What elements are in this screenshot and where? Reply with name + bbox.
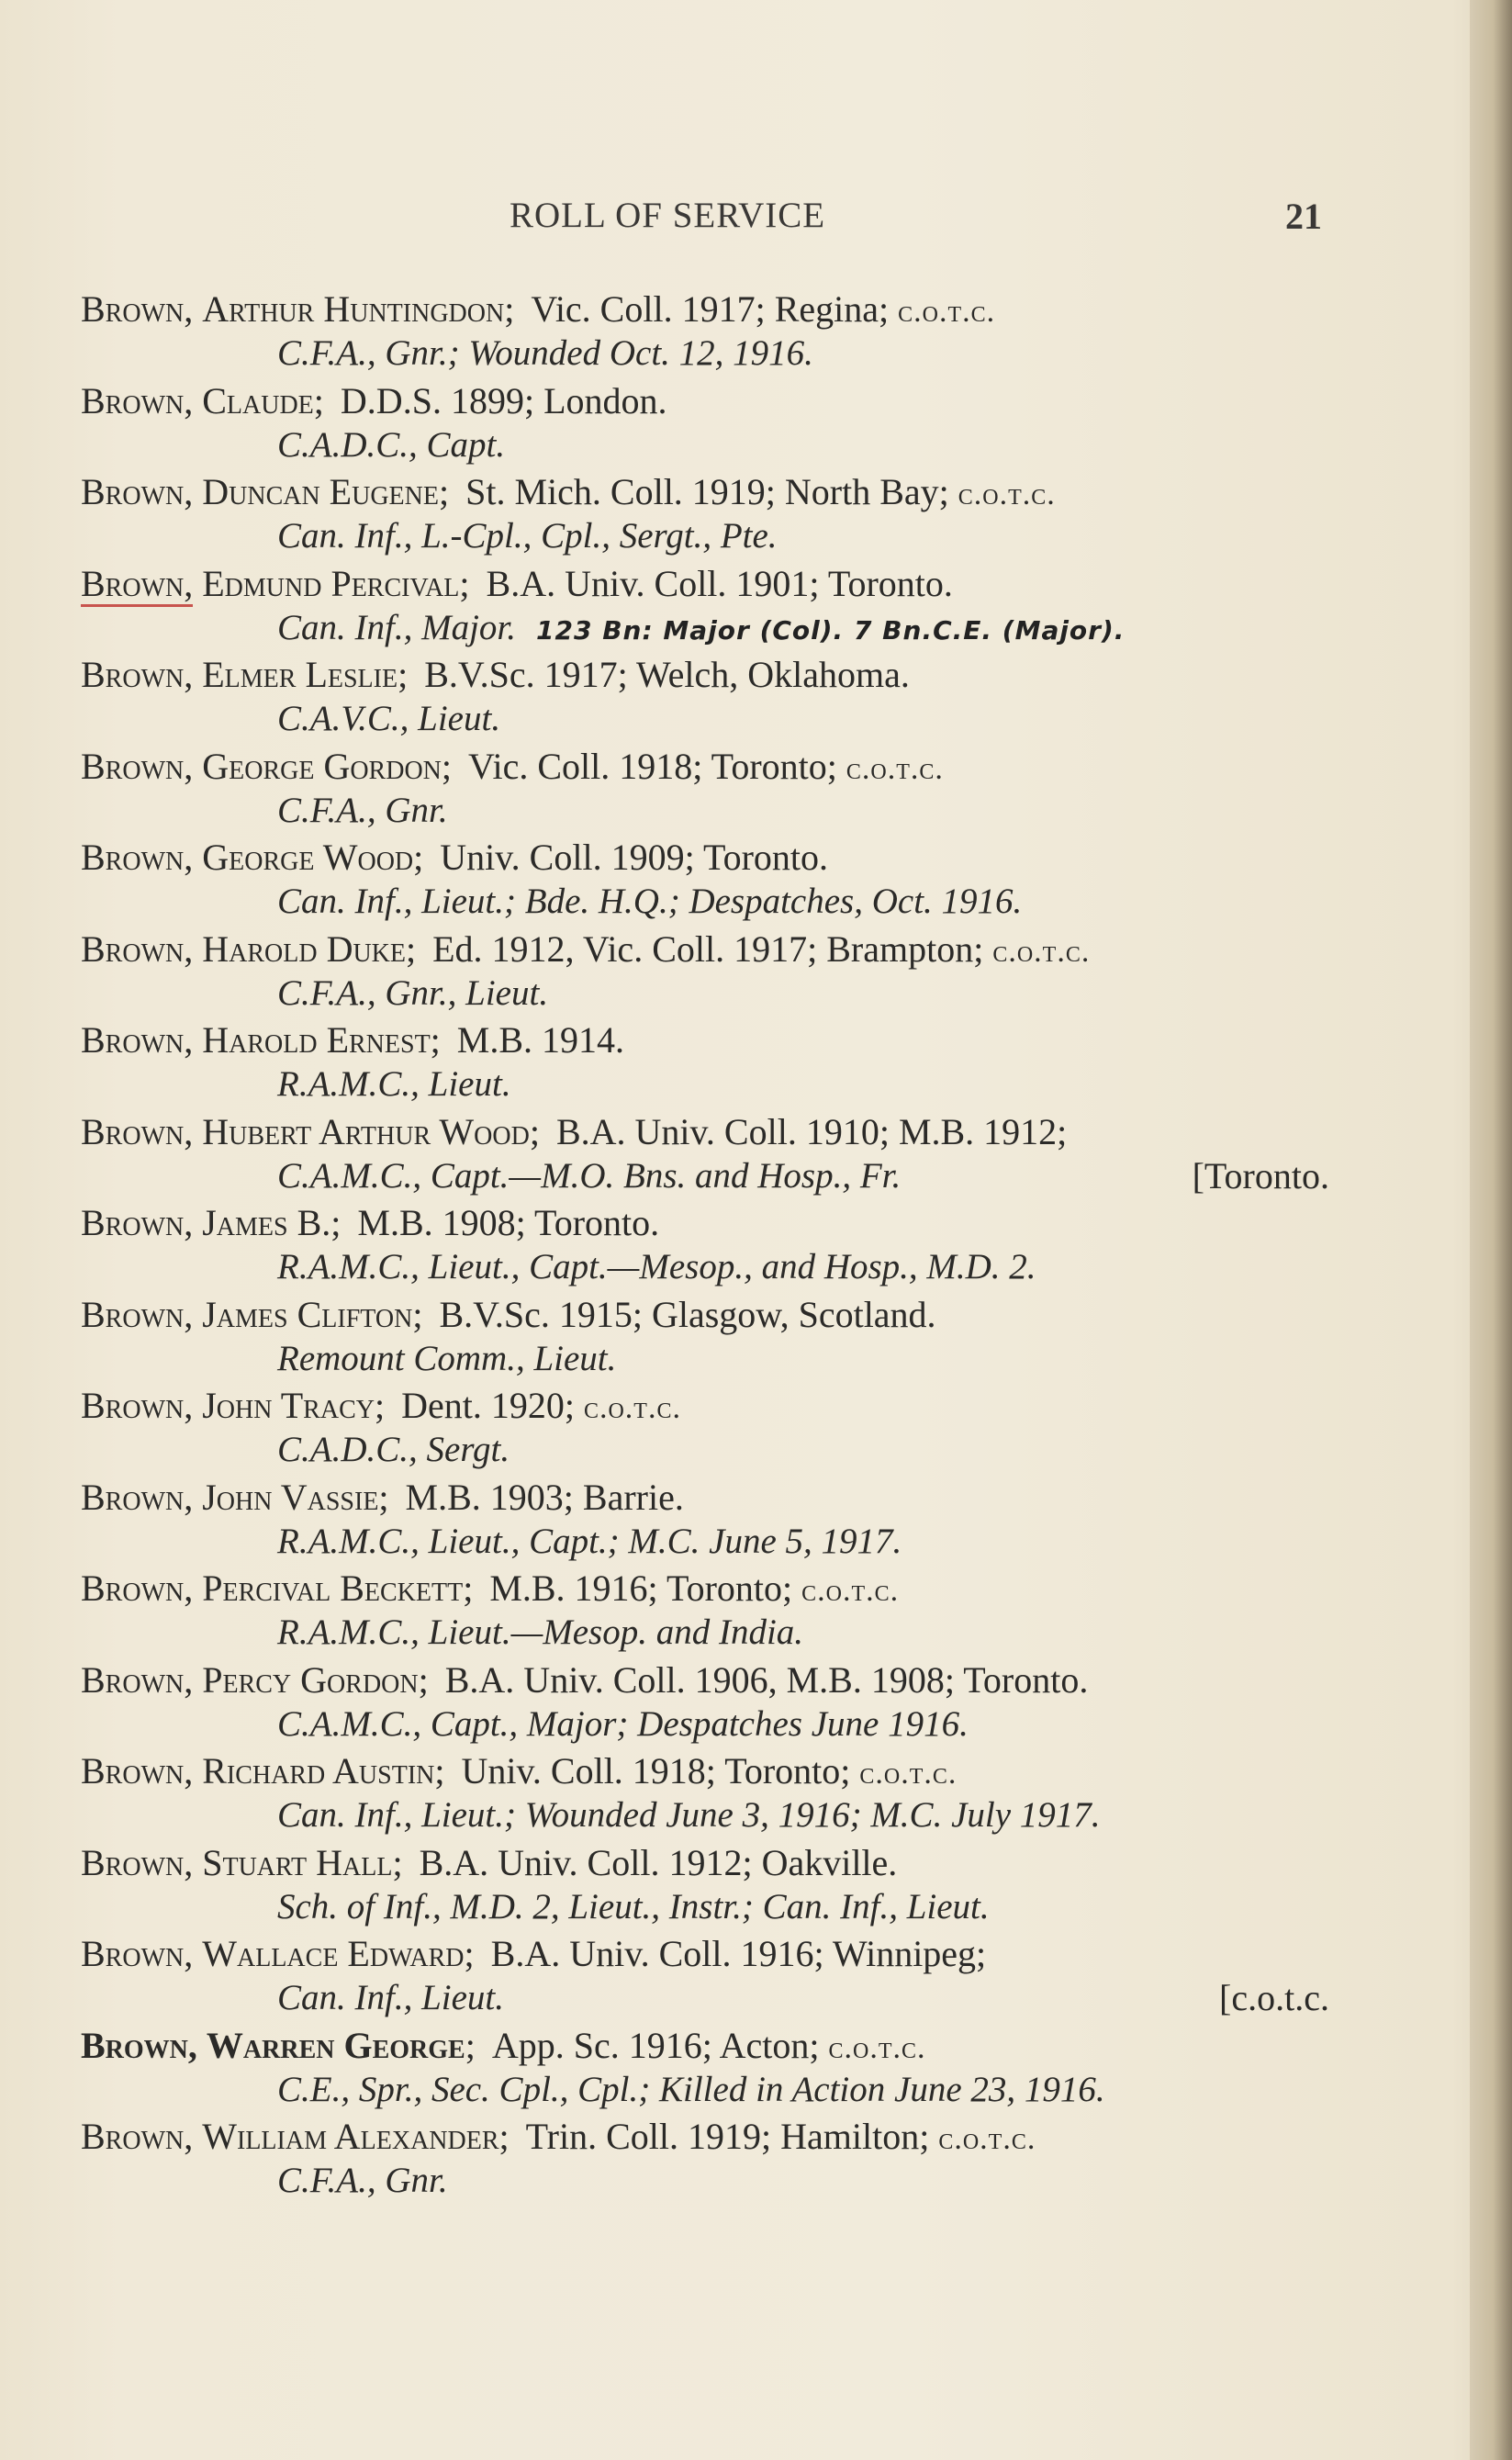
entry-line-main [81, 744, 944, 792]
entry-line-service [277, 1336, 616, 1382]
entry-surname: Brown, [81, 2024, 197, 2066]
entry-surname: Brown, [81, 1110, 194, 1152]
entry-service: Can. Inf., L.-Cpl., Cpl., Sergt., Pte. [277, 516, 778, 556]
entry-hometown: Barrie. [582, 1476, 684, 1518]
entry-degree-college: Vic. Coll. 1918; [468, 745, 703, 787]
separator: ; [406, 927, 417, 970]
entry-service: R.A.M.C., Lieut., Capt.—Mesop., and Hosp., M.D. 2. [277, 1247, 1036, 1286]
entry-given-names: Elmer Leslie [202, 654, 398, 695]
roll-entry [81, 1017, 1329, 1109]
entry-given-names: Percy Gordon [202, 1658, 419, 1701]
entry-surname: Brown, [81, 745, 194, 787]
separator: ; [465, 2024, 476, 2066]
roll-entry [81, 1657, 1329, 1749]
entry-given-names: Arthur Huntingdon [202, 288, 505, 330]
entry-service: R.A.M.C., Lieut.—Mesop. and India. [277, 1612, 804, 1652]
entry-service: Sch. of Inf., M.D. 2, Lieut., Instr.; Can. Inf., Lieut. [277, 1886, 990, 1926]
entry-line-service [277, 2158, 448, 2204]
entry-overflow: [c.o.t.c. [1219, 1977, 1329, 2018]
entry-surname: Brown, [81, 471, 194, 512]
separator: ; [504, 288, 515, 330]
entry-service: Remount Comm., Lieut. [277, 1338, 617, 1378]
entry-hometown: North Bay; [784, 471, 949, 512]
entry-degree-college: B.V.Sc. 1915; [439, 1293, 643, 1335]
separator: ; [398, 654, 409, 695]
entry-degree-college: B.A. Univ. Coll. 1912; [419, 1841, 753, 1883]
entry-surname: Brown, [81, 2116, 194, 2157]
entry-hometown: Brampton; [826, 927, 984, 970]
entry-service: C.A.V.C., Lieut. [277, 699, 501, 738]
entry-surname: Brown, [81, 837, 194, 878]
entry-service: Can. Inf., Lieut. [277, 1978, 505, 2017]
entry-service: C.F.A., Gnr.; Wounded Oct. 12, 1916. [277, 333, 813, 373]
page-edge [1470, 0, 1512, 2460]
roll-entry [81, 1292, 1329, 1384]
entry-surname: Brown, [81, 1202, 194, 1243]
entry-hometown: Toronto; [711, 745, 837, 787]
entry-surname: Brown, [81, 1750, 194, 1792]
roll-entry [81, 1383, 1329, 1475]
entry-given-names: James Clifton [202, 1293, 413, 1335]
entry-line-service [277, 1062, 511, 1107]
roll-entry [81, 1748, 1329, 1840]
entry-service: C.F.A., Gnr., Lieut. [277, 972, 549, 1013]
entry-hometown: Toronto. [827, 562, 953, 604]
entry-cotc: c.o.t.c. [898, 295, 996, 329]
entry-service: C.F.A., Gnr. [277, 2161, 448, 2200]
entry-line-main [81, 1200, 659, 1246]
entry-line-service [277, 2067, 1105, 2113]
roll-entry [81, 2023, 1329, 2115]
entry-surname: Brown, [81, 927, 194, 970]
roll-entry [81, 1109, 1329, 1201]
entry-service: C.A.M.C., Capt., Major; Despatches June 1916. [277, 1703, 969, 1744]
entry-degree-college: Univ. Coll. 1918; [461, 1750, 716, 1792]
entry-cotc: c.o.t.c. [938, 2122, 1036, 2156]
entry-line-main [81, 378, 667, 424]
entry-line-main [81, 1109, 1067, 1155]
entry-line-service [277, 1975, 504, 2021]
separator: ; [430, 1019, 441, 1061]
entry-line-main [81, 1748, 957, 1797]
entry-line-service [277, 1427, 510, 1473]
entry-degree-college: Dent. 1920; [401, 1385, 575, 1426]
entry-degree-college: B.A. Univ. Coll. 1901; [486, 562, 820, 604]
entry-cotc: c.o.t.c. [846, 751, 944, 786]
entry-hometown: Toronto; [666, 1567, 793, 1609]
separator: ; [438, 471, 450, 512]
entry-line-service [277, 879, 1022, 925]
entry-line-main [81, 835, 828, 881]
entry-line-service [277, 1244, 1036, 1290]
entry-line-service [277, 513, 778, 559]
separator: ; [464, 1933, 475, 1974]
separator: ; [412, 1293, 423, 1335]
entry-service: Can. Inf., Lieut.; Wounded June 3, 1916; M.C. July 1917. [277, 1795, 1101, 1835]
entry-degree-college: Univ. Coll. 1909; [440, 837, 695, 878]
entry-given-names: Percival Beckett [202, 1567, 464, 1609]
entry-cotc: c.o.t.c. [828, 2030, 926, 2065]
entry-line-main [81, 469, 1056, 518]
entry-hometown: Oakville. [761, 1841, 898, 1883]
entry-line-service [277, 696, 500, 742]
entry-cotc: c.o.t.c. [958, 477, 1056, 511]
separator: ; [374, 1385, 386, 1426]
entry-degree-college: D.D.S. 1899; [340, 379, 535, 421]
entry-service: C.A.D.C., Capt. [277, 424, 506, 465]
entry-degree-college: B.A. Univ. Coll. 1916; [490, 1933, 824, 1974]
entry-degree-college: B.A. Univ. Coll. 1910; [555, 1110, 890, 1152]
entry-surname: Brown, [81, 379, 194, 421]
separator: ; [392, 1841, 403, 1883]
entry-service: C.A.D.C., Sergt. [277, 1430, 510, 1469]
page-header [0, 195, 1512, 250]
entry-line-service [277, 1519, 902, 1565]
separator: ; [498, 2116, 510, 2157]
entry-service: Can. Inf., Major. [277, 607, 517, 647]
entry-cotc: c.o.t.c. [583, 1391, 681, 1425]
entry-line-main [81, 652, 910, 698]
roll-entry [81, 744, 1329, 836]
roll-entry [81, 652, 1329, 744]
entry-line-service [277, 1792, 1101, 1838]
entry-line-service [277, 1153, 901, 1199]
entry-given-names: Harold Ernest [202, 1019, 431, 1061]
entry-line-service [277, 788, 448, 834]
entry-hometown: Regina; [774, 288, 890, 330]
entry-hometown: Toronto. [963, 1658, 1089, 1701]
separator: ; [330, 1202, 342, 1243]
roll-entry [81, 1566, 1329, 1657]
entry-line-main [81, 927, 1090, 975]
entry-hometown: London. [543, 379, 667, 421]
entry-surname: Brown, [81, 1293, 194, 1335]
roll-entry [81, 1475, 1329, 1567]
entry-hometown: Toronto. [534, 1202, 660, 1243]
entry-surname: Brown, [81, 1841, 194, 1883]
separator: ; [418, 1658, 429, 1701]
entry-line-main [81, 2023, 926, 2072]
running-title: ROLL OF SERVICE [510, 196, 826, 235]
entry-service: C.A.M.C., Capt.—M.O. Bns. and Hosp., Fr. [277, 1155, 902, 1196]
entry-degree-college: St. Mich. Coll. 1919; [465, 471, 776, 512]
entry-given-names: John Tracy [202, 1385, 375, 1426]
entry-surname: Brown, [81, 1658, 194, 1701]
entry-cotc: c.o.t.c. [859, 1757, 958, 1791]
entry-hometown: Toronto; [724, 1750, 851, 1792]
roll-entry [81, 2114, 1329, 2206]
entry-line-service [277, 1884, 990, 1930]
entry-service: R.A.M.C., Lieut., Capt.; M.C. June 5, 1917. [277, 1521, 902, 1561]
entry-given-names: John Vassie [202, 1476, 379, 1518]
entry-line-service [277, 605, 1125, 654]
roll-entry [81, 286, 1329, 378]
separator: ; [434, 1750, 445, 1792]
entry-hometown: Acton; [719, 2024, 820, 2066]
entry-line-service [277, 1702, 969, 1747]
entry-line-main [81, 1383, 681, 1432]
entry-line-main [81, 1840, 897, 1886]
entry-degree-college: Ed. 1912, Vic. Coll. 1917; [432, 927, 818, 970]
entry-degree-college: M.B. 1903; [405, 1476, 574, 1518]
entry-overflow: [Toronto. [1192, 1154, 1329, 1196]
entry-surname: Brown, [81, 1476, 194, 1518]
entry-given-names: William Alexander [202, 2116, 499, 2157]
entry-service: R.A.M.C., Lieut. [277, 1064, 511, 1104]
entry-surname: Brown, [81, 1385, 194, 1426]
entry-given-names: Harold Duke [202, 927, 406, 970]
roll-entry [81, 1840, 1329, 1932]
entry-surname: Brown, [81, 654, 194, 695]
entry-line-service [277, 422, 505, 468]
entry-degree-college: Trin. Coll. 1919; [525, 2116, 772, 2157]
entry-hometown: Hamilton; [780, 2116, 930, 2157]
entry-given-names: James B. [202, 1202, 331, 1243]
entry-line-service [277, 331, 813, 376]
entry-hometown: M.B. 1912; [898, 1110, 1068, 1152]
separator: ; [463, 1567, 474, 1609]
entry-service: Can. Inf., Lieut.; Bde. H.Q.; Despatches, Oct. 1916. [277, 882, 1023, 921]
entry-line-main [81, 1657, 1088, 1703]
entry-given-names: Stuart Hall [202, 1841, 393, 1883]
roll-entry [81, 561, 1329, 653]
entry-hometown: Toronto. [702, 837, 829, 878]
roll-entry [81, 378, 1329, 470]
separator: ; [441, 745, 453, 787]
entry-service: C.E., Spr., Sec. Cpl., Cpl.; Killed in Action June 23, 1916. [277, 2069, 1105, 2109]
entry-hometown: Winnipeg; [832, 1933, 987, 1974]
entry-degree-college: B.A. Univ. Coll. 1906, M.B. 1908; [444, 1658, 955, 1701]
entry-given-names: Richard Austin [202, 1750, 435, 1792]
entry-line-main [81, 1566, 899, 1614]
entry-cotc: c.o.t.c. [801, 1574, 900, 1608]
entry-surname: Brown, [81, 1567, 194, 1609]
separator: ; [313, 379, 324, 421]
separator: ; [459, 562, 470, 604]
roll-entry [81, 1200, 1329, 1292]
entry-line-main [81, 2114, 1036, 2162]
entry-surname: Brown, [81, 1019, 194, 1061]
entry-degree-college: B.V.Sc. 1917; [424, 654, 628, 695]
entry-line-main [81, 1931, 986, 1977]
entry-given-names: Duncan Eugene [202, 471, 439, 512]
entry-surname: Brown, [81, 563, 193, 607]
entry-line-service [277, 1610, 803, 1656]
entry-line-main [81, 1475, 684, 1521]
entry-degree-college: Vic. Coll. 1917; [531, 288, 766, 330]
roll-entry [81, 469, 1329, 561]
entry-given-names: Claude [202, 379, 314, 421]
entry-given-names: George Gordon [202, 745, 442, 787]
page-number: 21 [1285, 196, 1322, 237]
separator: ; [378, 1476, 389, 1518]
entry-surname: Brown, [81, 288, 194, 330]
entry-degree-college: M.B. 1908; [357, 1202, 526, 1243]
roll-entries [81, 286, 1329, 2206]
entry-given-names: Wallace Edward [202, 1933, 465, 1974]
entry-degree-college: App. Sc. 1916; [491, 2024, 712, 2066]
roll-entry [81, 927, 1329, 1018]
entry-surname: Brown, [81, 1933, 194, 1974]
entry-service: C.F.A., Gnr. [277, 790, 448, 830]
entry-given-names: Edmund Percival [202, 562, 460, 604]
entry-line-main [81, 1017, 624, 1063]
separator: ; [529, 1110, 540, 1152]
entry-given-names: George Wood [202, 837, 414, 878]
separator: ; [413, 837, 424, 878]
handwritten-note: 123 Bn: Major (Col). 7 Bn.C.E. (Major). [536, 614, 1126, 646]
entry-line-main [81, 561, 953, 607]
entry-line-service [277, 971, 548, 1017]
entry-line-main [81, 286, 995, 335]
entry-degree-college: M.B. 1914. [456, 1019, 625, 1061]
entry-given-names: Hubert Arthur Wood [202, 1110, 530, 1152]
roll-entry [81, 1931, 1329, 2023]
entry-cotc: c.o.t.c. [992, 934, 1091, 969]
entry-given-names: Warren George [206, 2024, 465, 2066]
entry-hometown: Welch, Oklahoma. [636, 654, 910, 695]
entry-line-main [81, 1292, 936, 1338]
entry-degree-college: M.B. 1916; [489, 1567, 658, 1609]
roll-entry [81, 835, 1329, 927]
entry-hometown: Glasgow, Scotland. [651, 1293, 936, 1335]
